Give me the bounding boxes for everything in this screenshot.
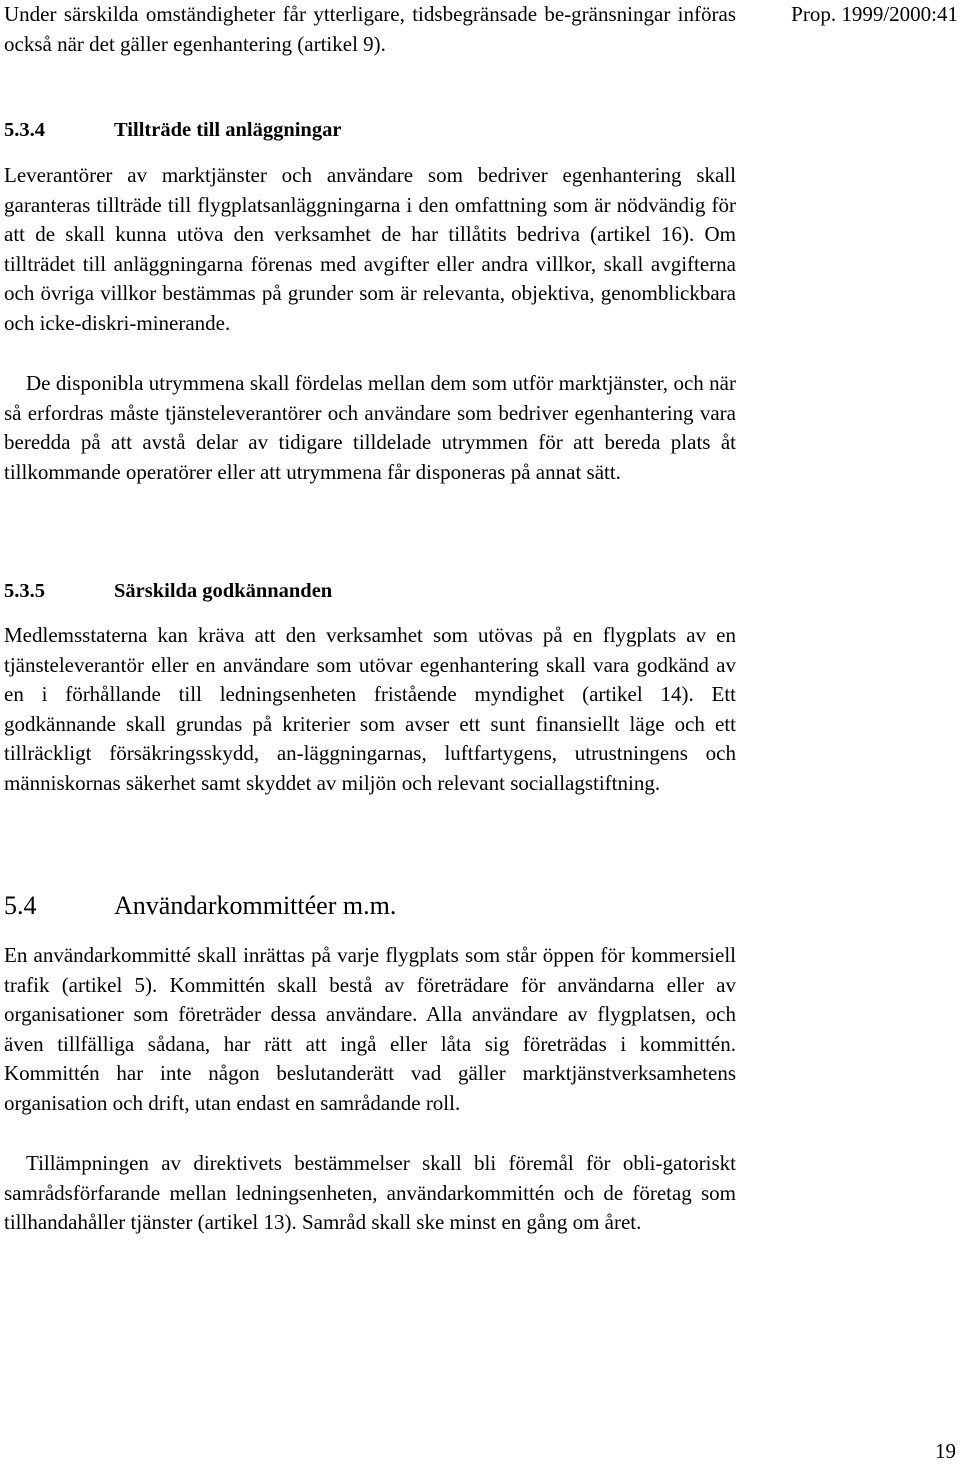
section-title: Användarkommittéer m.m. — [114, 891, 397, 920]
section-heading-5-4 — [4, 889, 396, 923]
section-title: Tillträde till anläggningar — [114, 119, 342, 141]
section-paragraph: Leverantörer av marktjänster och användare som bedriver egenhantering skall garanteras tillträde till flygplatsanläggningarna i den omfattning som är nödvändig för att de skall kunna utöva den verksamhet de har tillåtits bedriva (artikel 16). Om tillträdet till anläggningarna förenas med avgifter eller andra villkor, skall avgifterna och övriga villkor bestämmas på grunder som är relevanta, objektiva, genomblickbara och icke-diskri-minerande. — [4, 163, 736, 335]
section-number: 5.3.4 — [4, 119, 45, 141]
section-heading-5-3-4 — [4, 116, 341, 144]
carry-over-paragraph: Under särskilda omständigheter får ytterligare, tidsbegränsade be-gränsningar införas också när det gäller egenhantering (artikel 9). — [4, 2, 736, 56]
page-number: 19 — [935, 1439, 956, 1463]
section-paragraph: Medlemsstaterna kan kräva att den verksamhet som utövas på en flygplats av en tjänsteleverantör eller en användare som utövar egenhantering skall vara godkänd av en i förhållande till ledningsenheten fristående myndighet (artikel 14). Ett godkännande skall grundas på kriterier som avser ett sunt finansiellt läge och ett tillräckligt försäkringsskydd, an-läggningarnas, luftfartygens, utrustningens och människornas säkerhet samt skyddet av miljön och relevant sociallagstiftning. — [4, 623, 736, 795]
proposition-reference: Prop. 1999/2000:41 — [791, 2, 958, 26]
section-title: Särskilda godkännanden — [114, 580, 333, 602]
section-paragraph: De disponibla utrymmena skall fördelas mellan dem som utför marktjänster, och när så erfordras måste tjänsteleverantörer och användare som bedriver egenhantering vara beredda på att avstå delar av tidigare tilldelade utrymmen för att bereda plats åt tillkommande operatörer eller att utrymmena får disponeras på annat sätt. — [4, 371, 736, 484]
section-paragraph: En användarkommitté skall inrättas på varje flygplats som står öppen för kommersiell trafik (artikel 5). Kommittén skall bestå av företrädare för användarna eller av organisationer som företräder dessa användare. Alla användare av flygplatsen, och även tillfälliga sådana, har rätt att ingå eller låta sig företrädas i kommittén. Kommittén har inte någon beslutanderätt vad gäller marktjänstverksamhetens organisation och drift, utan endast en samrådande roll. — [4, 943, 736, 1115]
section-number: 5.4 — [4, 891, 37, 920]
section-number: 5.3.5 — [4, 580, 45, 602]
section-paragraph: Tillämpningen av direktivets bestämmelser skall bli föremål för obli-gatoriskt samrådsförfarande mellan ledningsenheten, användarkommittén och de företag som tillhandahåller tjänster (artikel 13). Samråd skall ske minst en gång om året. — [4, 1151, 736, 1235]
section-heading-5-3-5 — [4, 577, 332, 605]
